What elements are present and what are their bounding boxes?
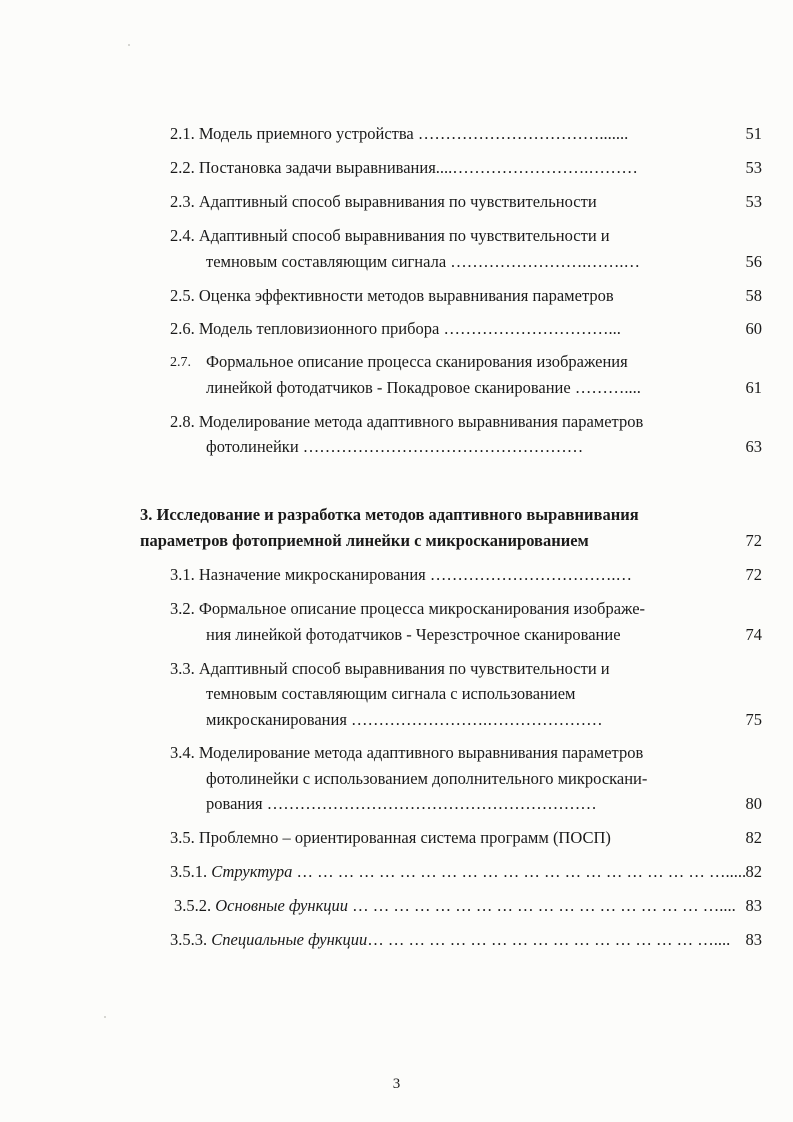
toc-chapter-3-line1: 3. Исследование и разработка методов адаптивного выравнивания xyxy=(140,505,639,524)
toc-entry-3-5-3-title: Специальные функции xyxy=(211,930,368,949)
toc-page-3-5-1: 82 xyxy=(745,862,762,881)
toc-page-3-5: 82 xyxy=(745,828,762,847)
toc-entry-3-5-3 xyxy=(170,930,730,950)
toc-entry-2-8-line2: фотолинейки …………………………………………… xyxy=(206,437,584,456)
toc-entry-3-3-line2: темновым составляющим сигнала с использованием xyxy=(206,684,576,703)
toc-entry-3-1: 3.1. Назначение микросканирования …………………………….… xyxy=(170,565,633,584)
toc-entry-2-8-line1: 2.8. Моделирование метода адаптивного выравнивания параметров xyxy=(170,412,644,431)
toc-chapter-3-line2: параметров фотоприемной линейки с микросканированием xyxy=(140,531,589,550)
toc-entry-3-4-line3: рования …………………………………………………… xyxy=(206,794,597,813)
toc-entry-3-5-2 xyxy=(174,896,736,916)
toc-entry-3-5-1 xyxy=(170,862,746,882)
page-number: 3 xyxy=(392,1076,401,1092)
toc-entry-3-5-3-num: 3.5.3. xyxy=(170,930,208,949)
toc-page-2-7: 61 xyxy=(745,378,762,397)
toc-entry-2-2: 2.2. Постановка задачи выравнивания....…………………….……… xyxy=(170,158,638,177)
scan-speck xyxy=(128,44,130,46)
toc-page-2-3: 53 xyxy=(745,192,762,211)
toc-page-3-1: 72 xyxy=(745,565,762,584)
toc-page-3-4: 80 xyxy=(745,794,762,813)
toc-entry-2-7-line2: линейкой фотодатчиков - Покадровое сканирование ……….... xyxy=(206,378,641,397)
toc-entry-2-4-line2: темновым составляющим сигнала …………………….…….… xyxy=(206,252,641,271)
toc-entry-2-6: 2.6. Модель тепловизионного прибора …………………………... xyxy=(170,319,621,338)
toc-page-2-8: 63 xyxy=(745,437,762,456)
toc-entry-3-5-3-dots: … … … … … … … … … … … … … … … … ….... xyxy=(367,930,731,949)
toc-entry-2-1: 2.1. Модель приемного устройства ……………………………....... xyxy=(170,124,629,143)
toc-entry-3-3-line3: микросканирования …………………….………………… xyxy=(206,710,603,729)
toc-page-3-3: 75 xyxy=(745,710,762,729)
toc-entry-2-7-line1: Формальное описание процесса сканирования изображения xyxy=(206,352,628,371)
toc-page-3-2: 74 xyxy=(745,625,762,644)
toc-entry-3-5: 3.5. Проблемно – ориентированная система программ (ПОСП) xyxy=(170,828,611,847)
toc-entry-2-3: 2.3. Адаптивный способ выравнивания по чувствительности xyxy=(170,192,597,211)
toc-entry-2-7-num: 2.7. xyxy=(170,355,191,370)
toc-entry-3-4-line2: фотолинейки с использованием дополнительного микроскани- xyxy=(206,769,648,788)
toc-entry-3-2-line2: ния линейкой фотодатчиков - Черезстрочное сканирование xyxy=(206,625,621,644)
toc-entry-3-5-2-num: 3.5.2. xyxy=(174,896,212,915)
toc-entry-2-4-line1: 2.4. Адаптивный способ выравнивания по чувствительности и xyxy=(170,226,610,245)
scan-speck xyxy=(104,1016,106,1018)
toc-page-3-5-2: 83 xyxy=(745,896,762,915)
toc-entry-2-5: 2.5. Оценка эффективности методов выравнивания параметров xyxy=(170,286,614,305)
toc-page-chapter-3: 72 xyxy=(745,531,762,550)
toc-entry-3-2-line1: 3.2. Формальное описание процесса микросканирования изображе- xyxy=(170,599,646,618)
toc-entry-3-4-line1: 3.4. Моделирование метода адаптивного выравнивания параметров xyxy=(170,743,644,762)
toc-entry-3-5-2-title: Основные функции xyxy=(215,896,349,915)
toc-entry-3-5-1-num: 3.5.1. xyxy=(170,862,208,881)
toc-page-3-5-3: 83 xyxy=(745,930,762,949)
toc-entry-3-5-1-title: Структура xyxy=(211,862,293,881)
toc-entry-3-5-2-dots: … … … … … … … … … … … … … … … … … ….... xyxy=(348,896,736,915)
toc-page-2-2: 53 xyxy=(745,158,762,177)
toc-page-2-5: 58 xyxy=(745,286,762,305)
toc-entry-3-3-line1: 3.3. Адаптивный способ выравнивания по чувствительности и xyxy=(170,659,610,678)
toc-page-2-6: 60 xyxy=(745,319,762,338)
toc-page-2-4: 56 xyxy=(745,252,762,271)
toc-entry-3-5-1-dots: … … … … … … … … … … … … … … … … … … … … …..... xyxy=(292,862,747,881)
toc-page-2-1: 51 xyxy=(745,124,762,143)
